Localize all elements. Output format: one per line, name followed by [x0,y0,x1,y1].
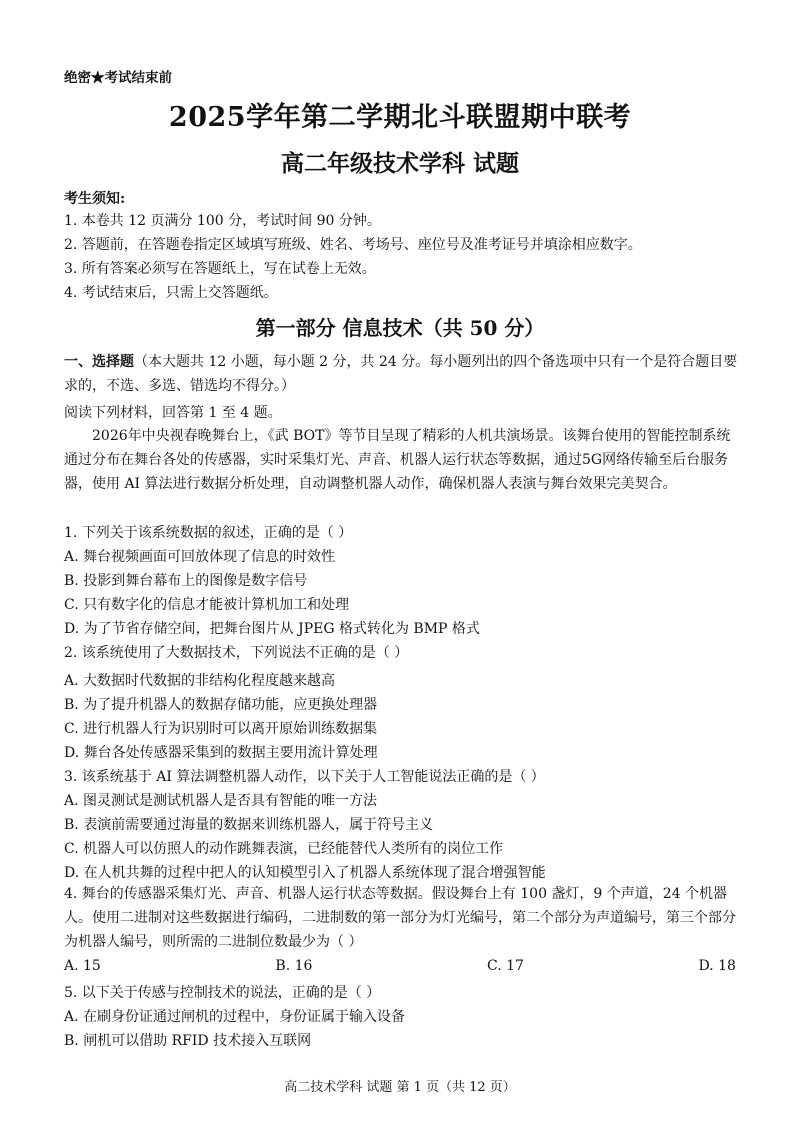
q2-option-a: A. 大数据时代数据的非结构化程度越来越高 [64,673,336,689]
notice-item-4: 4. 考试结束后，只需上交答题纸。 [64,285,278,301]
confidential-mark: 绝密★考试结束前 [64,70,172,86]
q3-option-b: B. 表演前需要通过海量的数据来训练机器人，属于符号主义 [64,817,434,833]
q3-stem: 3. 该系统基于 AI 算法调整机器人动作，以下关于人工智能说法正确的是（ ） [64,769,545,785]
q5-option-b: B. 闸机可以借助 RFID 技术接入互联网 [64,1033,312,1049]
q1-option-b: B. 投影到舞台幕布上的图像是数字信号 [64,573,308,589]
notice-item-1: 1. 本卷共 12 页满分 100 分，考试时间 90 分钟。 [64,213,381,229]
q2-stem: 2. 该系统使用了大数据技术，下列说法不正确的是（ ） [64,645,409,661]
q1-option-c: C. 只有数字化的信息才能被计算机加工和处理 [64,597,350,613]
q4-option-b: B. 16 [275,958,313,974]
q5-option-a: A. 在刷身份证通过闸机的过程中，身份证属于输入设备 [64,1009,406,1025]
q4-option-d: D. 18 [698,958,736,974]
section-description: （本大题共 12 小题，每小题 2 分，共 24 分。每小题列出的四个备选项中只有一个是符合题目要求的，不选、多选、错选均不得分。） [64,354,738,394]
q4-options [64,958,736,974]
part-title: 第一部分 信息技术（共 50 分） [255,316,545,340]
q1-option-a: A. 舞台视频画面可回放体现了信息的时效性 [64,549,336,565]
q3-option-c: C. 机器人可以仿照人的动作跳舞表演，已经能替代人类所有的岗位工作 [64,841,504,857]
q4-option-c: C. 17 [487,958,524,974]
q5-stem: 5. 以下关于传感与控制技术的说法，正确的是（ ） [64,985,381,1001]
q1-option-d: D. 为了节省存储空间，把舞台图片从 JPEG 格式转化为 BMP 格式 [64,621,480,637]
q1-stem: 1. 下列关于该系统数据的叙述，正确的是（ ） [64,525,353,541]
reading-material: 2026年中央视春晚舞台上，《武 BOT》等节目呈现了精彩的人机共演场景。该舞台使用的智能控制系统通过分布在舞台各处的传感器，实时采集灯光、声音、机器人运行状态等数据，通过5G网络传输至后台服务器，使用 AI 算法进行数据分析处理，自动调整机器人动作，确保机器人表演与舞台效果完美契合。 [64,428,731,492]
q3-option-a: A. 图灵测试是测试机器人是否具有智能的唯一方法 [64,793,378,809]
q2-option-b: B. 为了提升机器人的数据存储功能，应更换处理器 [64,697,378,713]
q2-option-c: C. 进行机器人行为识别时可以离开原始训练数据集 [64,721,378,737]
section-label: 一、选择题 [64,354,134,370]
q3-option-d: D. 在人机共舞的过程中把人的认知模型引入了机器人系统体现了混合增强智能 [64,865,546,881]
exam-subtitle: 高二年级技术学科 试题 [280,150,519,177]
notice-item-3: 3. 所有答案必须写在答题纸上，写在试卷上无效。 [64,261,376,277]
notice-heading: 考生须知: [64,191,126,207]
section-intro [64,350,740,398]
notice-item-2: 2. 答题前，在答题卷指定区域填写班级、姓名、考场号、座位号及准考证号并填涂相应数字。 [64,237,642,253]
reading-instruction: 阅读下列材料，回答第 1 至 4 题。 [64,405,282,421]
page-footer: 高二技术学科 试题 第 1 页（共 12 页） [284,1080,516,1095]
q4-stem: 4. 舞台的传感器采集灯光、声音、机器人运行状态等数据。假设舞台上有 100 盏灯，9 个声道，24 个机器人。使用二进制对这些数据进行编码，二进制数的第一部分为灯光编号，第二个部分为声道编号，第三个部分为机器人编号，则所需的二进制位数最少为（ ） [64,886,736,950]
q4-option-a: A. 15 [64,958,101,974]
exam-title: 2025学年第二学期北斗联盟期中联考 [168,102,632,133]
q2-option-d: D. 舞台各处传感器采集到的数据主要用流计算处理 [64,745,378,761]
